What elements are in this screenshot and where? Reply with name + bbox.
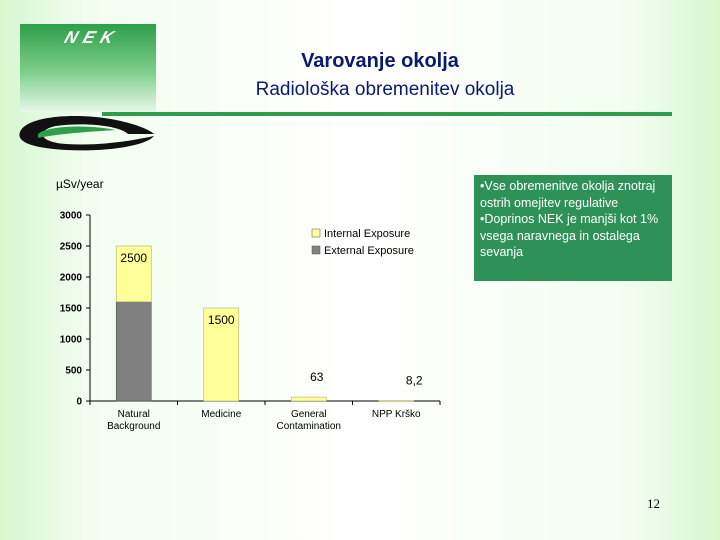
y-tick-label: 3000: [59, 210, 82, 222]
data-label: 2500: [120, 251, 148, 265]
page-title: Varovanje okolja: [301, 50, 459, 72]
page-subtitle: Radiološka obremenitev okolja: [255, 79, 515, 100]
legend-swatch: [312, 246, 320, 254]
bar-segment-internal-exposure: [291, 397, 326, 401]
stacked-bar-chart: [40, 195, 460, 445]
data-label: 8,2: [405, 373, 423, 388]
bar-segment-external-exposure: [116, 302, 151, 401]
legend-label: External Exposure: [324, 245, 414, 257]
legend-label: Internal Exposure: [324, 228, 411, 240]
y-tick-label: 1000: [59, 334, 82, 346]
x-tick-label: Natural: [117, 409, 150, 420]
x-tick-label: Contamination: [276, 421, 341, 432]
data-label: 63: [310, 370, 324, 385]
page-number: 12: [647, 496, 660, 511]
x-tick-label: Medicine: [201, 409, 242, 420]
x-tick-label: NPP Krško: [371, 409, 421, 420]
y-tick-label: 2000: [59, 272, 82, 284]
x-tick-label: Background: [107, 421, 161, 432]
data-label: 1500: [207, 313, 235, 327]
unit-label: µSv/year: [56, 177, 104, 191]
logo-swoosh-icon: [16, 112, 158, 152]
y-tick-label: 0: [76, 396, 82, 408]
x-tick-label: General: [290, 409, 327, 420]
y-tick-label: 1500: [59, 303, 82, 315]
nek-logo: NEK: [62, 28, 123, 47]
note-item: •Doprinos NEK je manjši kot 1% vsega naravnega in ostalega sevanja: [480, 212, 659, 259]
note-item: •Vse obremenitve okolja znotraj ostrih omejitev regulative: [480, 179, 656, 210]
bar-segment-internal-exposure: [379, 400, 414, 401]
y-tick-label: 500: [65, 365, 82, 377]
legend-swatch: [312, 229, 320, 237]
notes-box: [474, 175, 672, 281]
title-divider: [102, 112, 672, 116]
y-tick-label: 2500: [59, 241, 82, 253]
